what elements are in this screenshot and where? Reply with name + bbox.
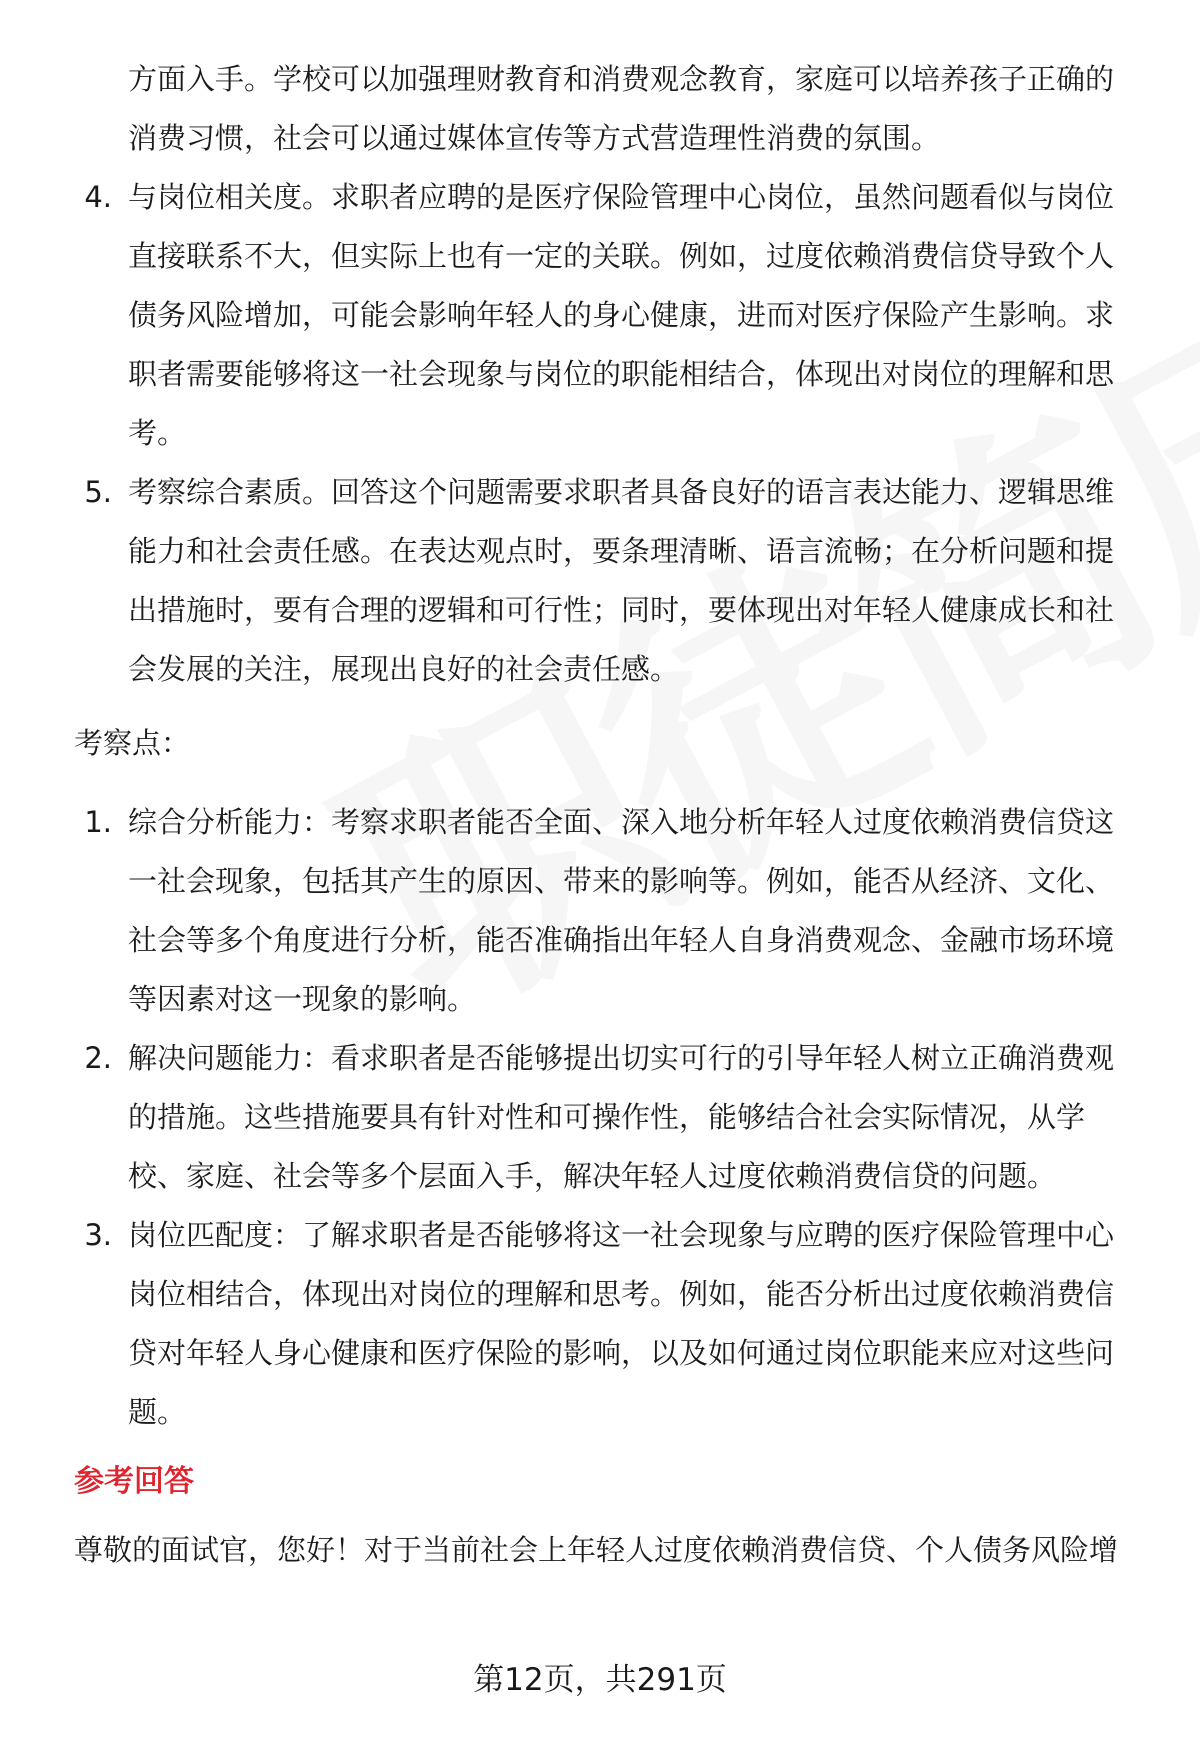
text-line: 解决问题能力：看求职者是否能够提出切实可行的引导年轻人树立正确消费观 <box>128 1041 1115 1075</box>
text-line: 债务风险增加，可能会影响年轻人的身心健康，进而对医疗保险产生影响。求 <box>128 298 1115 332</box>
list-item <box>74 463 1144 699</box>
text-line: 出措施时，要有合理的逻辑和可行性；同时，要体现出对年轻人健康成长和社 <box>128 593 1115 627</box>
list-item <box>74 1029 1144 1206</box>
text-line: 考。 <box>128 416 187 450</box>
text-line: 能力和社会责任感。在表达观点时，要条理清晰、语言流畅；在分析问题和提 <box>128 534 1115 568</box>
reference-answer-text: 尊敬的面试官，您好！对于当前社会上年轻人过度依赖消费信贷、个人债务风险增 <box>74 1533 1119 1567</box>
text-line: 消费习惯，社会可以通过媒体宣传等方式营造理性消费的氛围。 <box>128 121 941 155</box>
continuation-paragraph <box>74 50 1144 168</box>
text-line: 等因素对这一现象的影响。 <box>128 982 477 1016</box>
text-line: 考察综合素质。回答这个问题需要求职者具备良好的语言表达能力、逻辑思维 <box>128 475 1115 509</box>
text-line: 与岗位相关度。求职者应聘的是医疗保险管理中心岗位，虽然问题看似与岗位 <box>128 180 1115 214</box>
list-item <box>74 168 1144 463</box>
text-line: 一社会现象，包括其产生的原因、带来的影响等。例如，能否从经济、文化、 <box>128 864 1115 898</box>
text-line: 会发展的关注，展现出良好的社会责任感。 <box>128 652 680 686</box>
list-item <box>74 1206 1144 1442</box>
list-number: 3. <box>84 1218 112 1252</box>
reference-answer-heading: 参考回答 <box>74 1464 194 1499</box>
list-number: 2. <box>84 1041 112 1075</box>
text-line: 校、家庭、社会等多个层面入手，解决年轻人过度依赖消费信贷的问题。 <box>128 1159 1057 1193</box>
text-line: 社会等多个角度进行分析，能否准确指出年轻人自身消费观念、金融市场环境 <box>128 923 1115 957</box>
list-item <box>74 793 1144 1029</box>
text-line: 直接联系不大，但实际上也有一定的关联。例如，过度依赖消费信贷导致个人 <box>128 239 1115 273</box>
list-number: 4. <box>84 180 112 214</box>
list-number: 1. <box>84 805 112 839</box>
points-label: 考察点： <box>74 726 191 760</box>
text-line: 贷对年轻人身心健康和医疗保险的影响，以及如何通过岗位职能来应对这些问 <box>128 1336 1115 1370</box>
text-line: 的措施。这些措施要具有针对性和可操作性，能够结合社会实际情况，从学 <box>128 1100 1086 1134</box>
text-line: 综合分析能力：考察求职者能否全面、深入地分析年轻人过度依赖消费信贷这 <box>128 805 1115 839</box>
text-line: 题。 <box>128 1395 187 1429</box>
list-number: 5. <box>84 475 112 509</box>
text-line: 方面入手。学校可以加强理财教育和消费观念教育，家庭可以培养孩子正确的 <box>128 62 1115 96</box>
text-line: 职者需要能够将这一社会现象与岗位的职能相结合，体现出对岗位的理解和思 <box>128 357 1115 391</box>
text-line: 岗位匹配度：了解求职者是否能够将这一社会现象与应聘的医疗保险管理中心 <box>128 1218 1115 1252</box>
page-content <box>74 50 1144 1580</box>
text-line: 岗位相结合，体现出对岗位的理解和思考。例如，能否分析出过度依赖消费信 <box>128 1277 1115 1311</box>
page-number: 第12页，共291页 <box>473 1662 727 1698</box>
